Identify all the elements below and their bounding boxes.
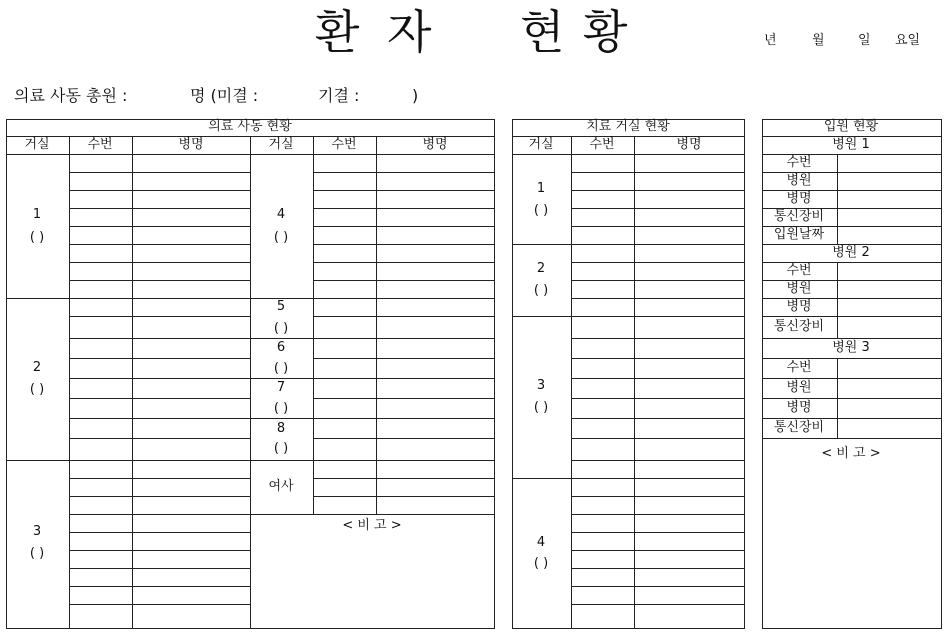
row-line [250,378,313,379]
field-label: 병원 [786,281,812,296]
row-line [313,280,494,281]
row-line [69,460,250,461]
row-line [69,438,250,439]
room-paren: ( ) [273,321,289,336]
row-line [571,496,744,497]
title-char: 환 [315,5,360,59]
room-paren: ( ) [29,230,45,245]
row-line [512,244,571,245]
date-weekday-label: 요일 [895,33,921,48]
field-label: 병명 [786,400,812,415]
staff-total-label: 의료 사동 총원 : [14,86,128,105]
room-paren: ( ) [533,283,549,298]
row-line [69,244,250,245]
remarks-label: < 비 고 > [821,446,881,461]
column-header: 수번 [331,137,357,152]
row-line [571,226,744,227]
date-day-label: 일 [858,33,871,48]
female-room-label: 여사 [268,479,294,494]
room-paren: ( ) [29,382,45,397]
row-line [571,568,744,569]
column-line [132,136,133,628]
row-line [571,338,744,339]
row-line [762,338,941,339]
page-title [315,2,655,62]
row-line [69,172,250,173]
row-line [69,586,250,587]
row-line [69,532,250,533]
room-paren: ( ) [273,441,289,456]
column-line [69,136,70,628]
row-line [571,604,744,605]
row-line [313,338,494,339]
row-line [69,298,250,299]
row-line [571,586,744,587]
column-line [250,136,251,628]
column-line [376,136,377,514]
table-title: 입원 현황 [823,119,879,134]
column-line [837,154,838,244]
date-month-label: 월 [812,33,825,48]
row-line [250,514,494,515]
row-line [762,418,941,419]
column-line [837,358,838,438]
row-line [313,208,494,209]
hospital-name: 병원 1 [832,137,870,152]
row-line [69,358,250,359]
row-line [69,226,250,227]
row-line [571,418,744,419]
room-number: 2 [32,360,42,375]
row-line [6,460,69,461]
row-line [571,190,744,191]
room-paren: ( ) [273,361,289,376]
row-line [571,532,744,533]
row-line [762,438,941,439]
room-number: 3 [536,378,546,393]
row-line [313,226,494,227]
column-header: 수번 [589,137,615,152]
row-line [571,262,744,263]
field-label: 병원 [786,173,812,188]
remarks-label: < 비 고 > [342,518,402,533]
column-header: 병명 [178,137,204,152]
row-line [762,316,941,317]
row-line [762,398,941,399]
row-line [571,460,744,461]
room-number: 1 [32,207,42,222]
row-line [69,496,250,497]
row-line [762,378,941,379]
room-number: 2 [536,261,546,276]
field-label: 통신장비 [773,209,825,224]
row-line [69,418,250,419]
row-line [313,398,494,399]
room-paren: ( ) [533,400,549,415]
room-paren: ( ) [533,556,549,571]
room-paren: ( ) [273,230,289,245]
row-line [313,172,494,173]
row-line [313,418,494,419]
row-line [571,438,744,439]
row-line [313,262,494,263]
field-label: 입원날짜 [773,227,825,242]
row-line [313,496,494,497]
row-line [69,398,250,399]
room-number: 8 [276,421,286,436]
row-line [571,358,744,359]
row-line [512,154,744,155]
column-header: 거실 [528,137,554,152]
row-line [571,378,744,379]
row-line [762,358,941,359]
date-year-label: 년 [764,33,777,48]
table-title: 의료 사동 현황 [208,119,292,134]
row-line [512,316,571,317]
row-line [571,514,744,515]
row-line [313,438,494,439]
row-line [571,244,744,245]
column-header: 거실 [268,137,294,152]
column-line [571,136,572,628]
row-line [69,478,250,479]
hospital-name: 병원 3 [832,340,870,355]
field-label: 통신장비 [773,319,825,334]
room-number: 5 [276,299,286,314]
staff-unit-label: 명 (미결 : [190,86,259,105]
table-title: 치료 거실 현황 [586,119,670,134]
room-paren: ( ) [533,203,549,218]
staff-close-paren: ) [412,86,419,105]
row-line [69,514,250,515]
row-line [69,550,250,551]
row-line [571,550,744,551]
row-line [313,460,494,461]
title-char: 현 [520,5,565,59]
room-number: 6 [276,340,286,355]
row-line [69,378,250,379]
row-line [313,298,494,299]
field-label: 병명 [786,191,812,206]
row-line [69,338,250,339]
column-line [837,262,838,338]
staff-convicted-label: 기결 : [318,86,360,105]
field-label: 수번 [786,155,812,170]
row-line [571,298,744,299]
room-number: 4 [536,535,546,550]
room-number: 7 [276,380,286,395]
column-header: 수번 [87,137,113,152]
row-line [313,316,494,317]
row-line [313,478,494,479]
column-header: 병명 [422,137,448,152]
room-number: 4 [276,207,286,222]
row-line [250,418,313,419]
row-line [571,172,744,173]
room-number: 1 [536,181,546,196]
row-line [571,280,744,281]
room-number: 3 [32,524,42,539]
row-line [250,460,313,461]
row-line [571,398,744,399]
row-line [313,358,494,359]
row-line [571,316,744,317]
field-label: 수번 [786,360,812,375]
field-label: 병원 [786,380,812,395]
room-paren: ( ) [29,546,45,561]
row-line [69,262,250,263]
field-label: 수번 [786,263,812,278]
hospital-name: 병원 2 [832,245,870,260]
row-line [69,280,250,281]
row-line [512,478,571,479]
column-line [313,136,314,514]
row-line [313,190,494,191]
title-char: 황 [583,5,628,59]
row-line [571,208,744,209]
row-line [6,298,69,299]
field-label: 통신장비 [773,420,825,435]
row-line [69,316,250,317]
row-line [69,568,250,569]
row-line [313,244,494,245]
column-header: 병명 [676,137,702,152]
row-line [313,378,494,379]
room-paren: ( ) [273,401,289,416]
row-line [571,478,744,479]
column-line [634,136,635,628]
row-line [69,208,250,209]
row-line [250,338,313,339]
column-header: 거실 [24,137,50,152]
field-label: 병명 [786,299,812,314]
row-line [69,604,250,605]
title-char: 자 [387,5,432,59]
row-line [69,190,250,191]
